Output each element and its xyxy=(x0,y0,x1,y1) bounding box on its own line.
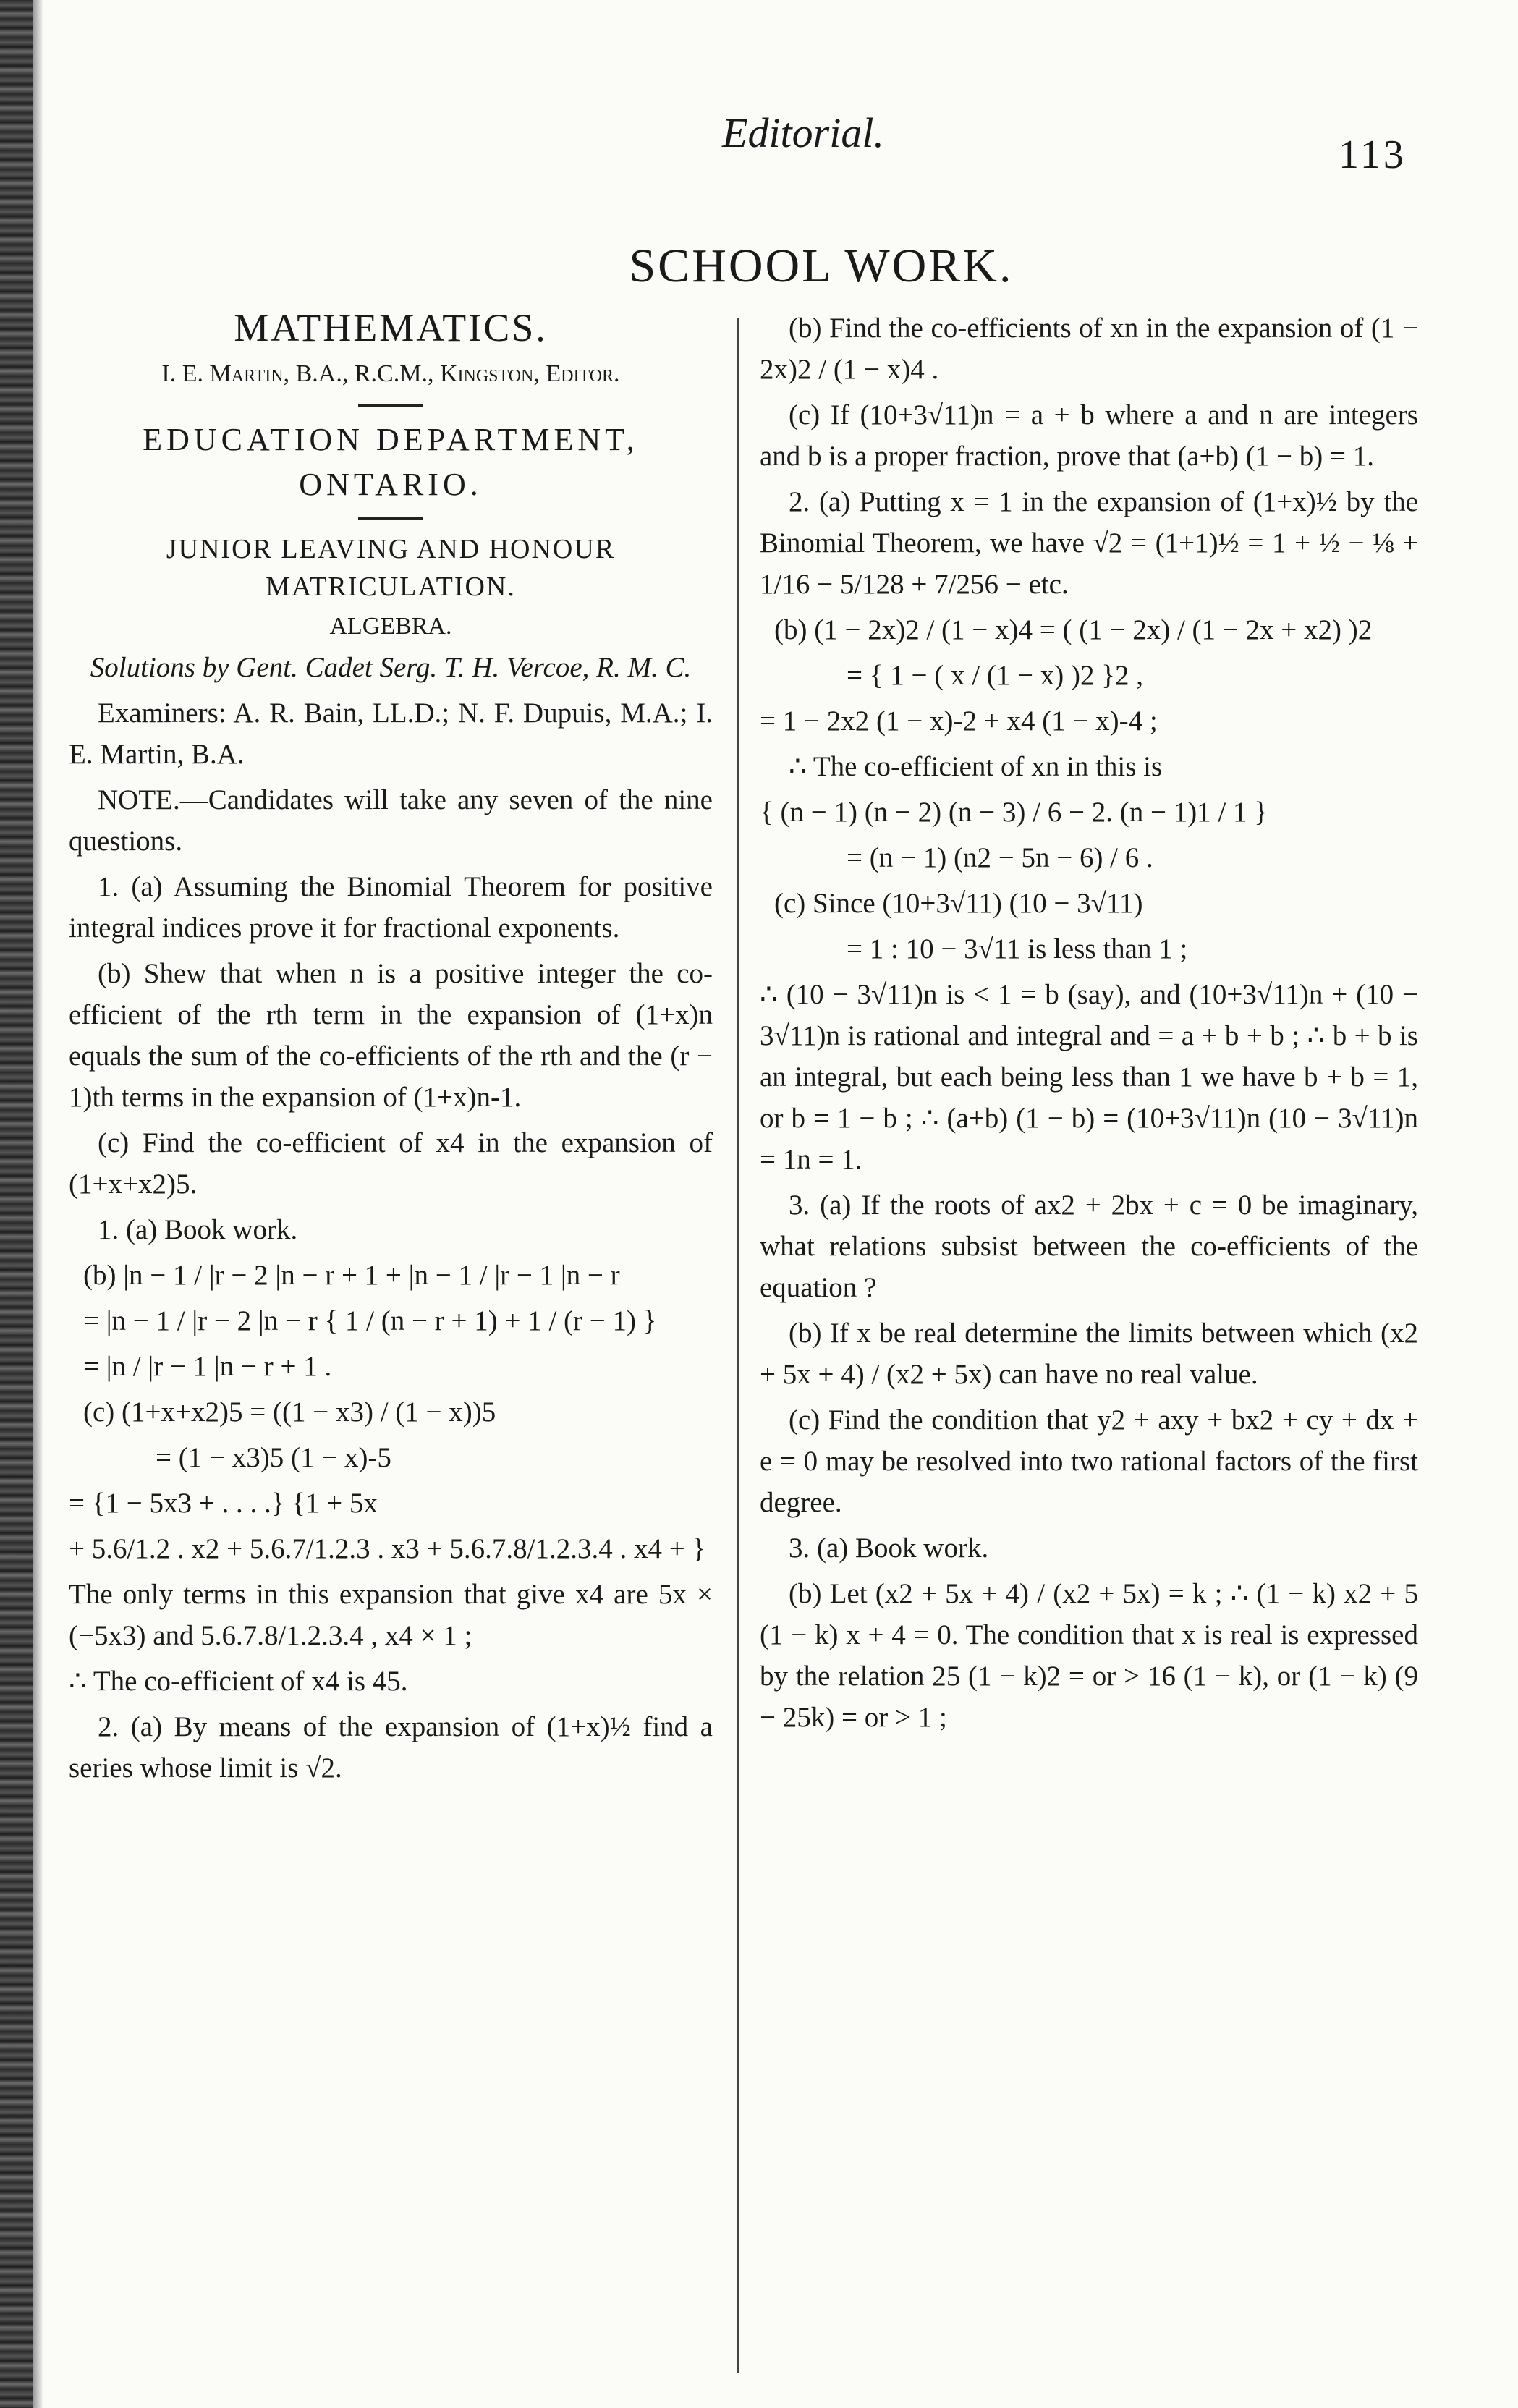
answer-2b-line2: = { 1 − ( x / (1 − x) )2 }2 , xyxy=(847,660,1143,691)
left-column xyxy=(69,308,713,1793)
answer-1c-line6: ∴ The co-efficient of x4 is 45. xyxy=(69,1666,408,1697)
question-3c: (c) Find the condition that y2 + axy + bx2 + cy + dx + e = 0 may be resolved into two rational factors of the first degree. xyxy=(760,1404,1418,1518)
examiners: Examiners: A. R. Bain, LL.D.; N. F. Dupuis, M.A.; I. E. Martin, B.A. xyxy=(69,698,713,770)
answer-1b-line2: = |n − 1 / |r − 2 |n − r { 1 / (n − r + 1) + 1 / (r − 1) } xyxy=(83,1305,657,1336)
answer-2b-line6: = (n − 1) (n2 − 5n − 6) / 6 . xyxy=(847,842,1153,873)
question-3a: 3. (a) If the roots of ax2 + 2bx + c = 0 be imaginary, what relations subsist between the co-efficients of the equation ? xyxy=(760,1190,1418,1303)
question-3b: (b) If x be real determine the limits between which (x2 + 5x + 4) / (x2 + 5x) can have no real value. xyxy=(760,1318,1418,1390)
answer-2b-line4: ∴ The co-efficient of xn in this is xyxy=(789,751,1163,782)
answer-2b-line3: = 1 − 2x2 (1 − x)-2 + x4 (1 − x)-4 ; xyxy=(760,705,1158,737)
book-binding xyxy=(0,0,33,2408)
note: NOTE.—Candidates will take any seven of the nine questions. xyxy=(69,784,713,857)
section-title: SCHOOL WORK. xyxy=(629,239,1014,292)
answer-2a: 2. (a) Putting x = 1 in the expansion of (1+x)½ by the Binomial Theorem, we have √2 = (1+1)½ = 1 + ½ − ⅛ + 1/16 − 5/128 + 7/256 − etc. xyxy=(760,486,1418,600)
right-column xyxy=(760,308,1418,1742)
answer-1c-line5: The only terms in this expansion that give x4 are 5x × (−5x3) and 5.6.7.8/1.2.3.4 , x4 × 1 ; xyxy=(69,1579,713,1651)
answer-1c-line3: = {1 − 5x3 + . . . .} {1 + 5x xyxy=(69,1488,378,1519)
question-2b: (b) Find the co-efficients of xn in the expansion of (1 − 2x)2 / (1 − x)4 . xyxy=(760,313,1418,385)
question-2a: 2. (a) By means of the expansion of (1+x)½ find a series whose limit is √2. xyxy=(69,1711,713,1784)
answer-2c-line1: (c) Since (10+3√11) (10 − 3√11) xyxy=(774,888,1143,919)
answer-3b: (b) Let (x2 + 5x + 4) / (x2 + 5x) = k ; ∴ (1 − k) x2 + 5 (1 − k) x + 4 = 0. The condition that x is real is expressed by the relation 25 (1 − k)2 = or > 16 (1 − k), or (1 − k) (9 − 25k) = or > 1 ; xyxy=(760,1578,1418,1733)
question-2c: (c) If (10+3√11)n = a + b where a and n are integers and b is a proper fraction, prove that (a+b) (1 − b) = 1. xyxy=(760,399,1418,472)
answer-2b-line5: { (n − 1) (n − 2) (n − 3) / 6 − 2. (n − 1)1 / 1 } xyxy=(760,797,1268,828)
rule xyxy=(358,404,423,407)
editor-line: I. E. Martin, B.A., R.C.M., Kingston, Editor. xyxy=(161,360,620,387)
solutions-by: Solutions by Gent. Cadet Serg. T. H. Vercoe, R. M. C. xyxy=(90,652,692,683)
exam-heading: JUNIOR LEAVING AND HONOUR MATRICULATION. xyxy=(166,534,616,602)
rule xyxy=(358,517,423,520)
answer-2c-line2: = 1 : 10 − 3√11 is less than 1 ; xyxy=(847,933,1188,965)
question-1c: (c) Find the co-efficient of x4 in the expansion of (1+x+x2)5. xyxy=(69,1127,713,1200)
subject-heading: ALGEBRA. xyxy=(329,613,452,640)
answer-1a: 1. (a) Book work. xyxy=(98,1214,298,1245)
mathematics-heading: MATHEMATICS. xyxy=(234,306,548,349)
question-1a: 1. (a) Assuming the Binomial Theorem for positive integral indices prove it for fractional exponents. xyxy=(69,871,713,944)
answer-1c-line4: + 5.6/1.2 . x2 + 5.6.7/1.2.3 . x3 + 5.6.7.8/1.2.3.4 . x4 + } xyxy=(69,1533,706,1564)
answer-1c-line2: = (1 − x3)5 (1 − x)-5 xyxy=(156,1442,391,1473)
running-title: Editorial. xyxy=(722,109,884,156)
answer-1b-line3: = |n / |r − 1 |n − r + 1 . xyxy=(83,1351,332,1382)
page-number: 113 xyxy=(1339,132,1407,177)
answer-1c-line1: (c) (1+x+x2)5 = ((1 − x3) / (1 − x))5 xyxy=(83,1396,496,1428)
answer-2b-line1: (b) (1 − 2x)2 / (1 − x)4 = ( (1 − 2x) / (1 − 2x + x2) )2 xyxy=(774,614,1373,645)
department-heading: EDUCATION DEPARTMENT, xyxy=(143,422,639,457)
column-divider xyxy=(737,318,739,2373)
answer-1b-line1: (b) |n − 1 / |r − 2 |n − r + 1 + |n − 1 / |r − 1 |n − r xyxy=(83,1260,620,1291)
answer-3a: 3. (a) Book work. xyxy=(789,1532,989,1564)
province-heading: ONTARIO. xyxy=(299,467,483,502)
answer-2c-line3: ∴ (10 − 3√11)n is < 1 = b (say), and (10+3√11)n + (10 − 3√11)n is rational and integral and = a + b + b ; ∴ b + b is an integral, but each being less than 1 we have b + b = 1, or b = 1 − b ; ∴ (a+b) (1 − b) = (10+3√11)n (10 − 3√11)n = 1n = 1. xyxy=(760,979,1418,1175)
binding-shadow xyxy=(33,0,43,2408)
question-1b: (b) Shew that when n is a positive integer the co-efficient of the rth term in the expansion of (1+x)n equals the sum of the co-efficients of the rth and the (r − 1)th terms in the expansion of (1+x)n-1. xyxy=(69,958,713,1113)
